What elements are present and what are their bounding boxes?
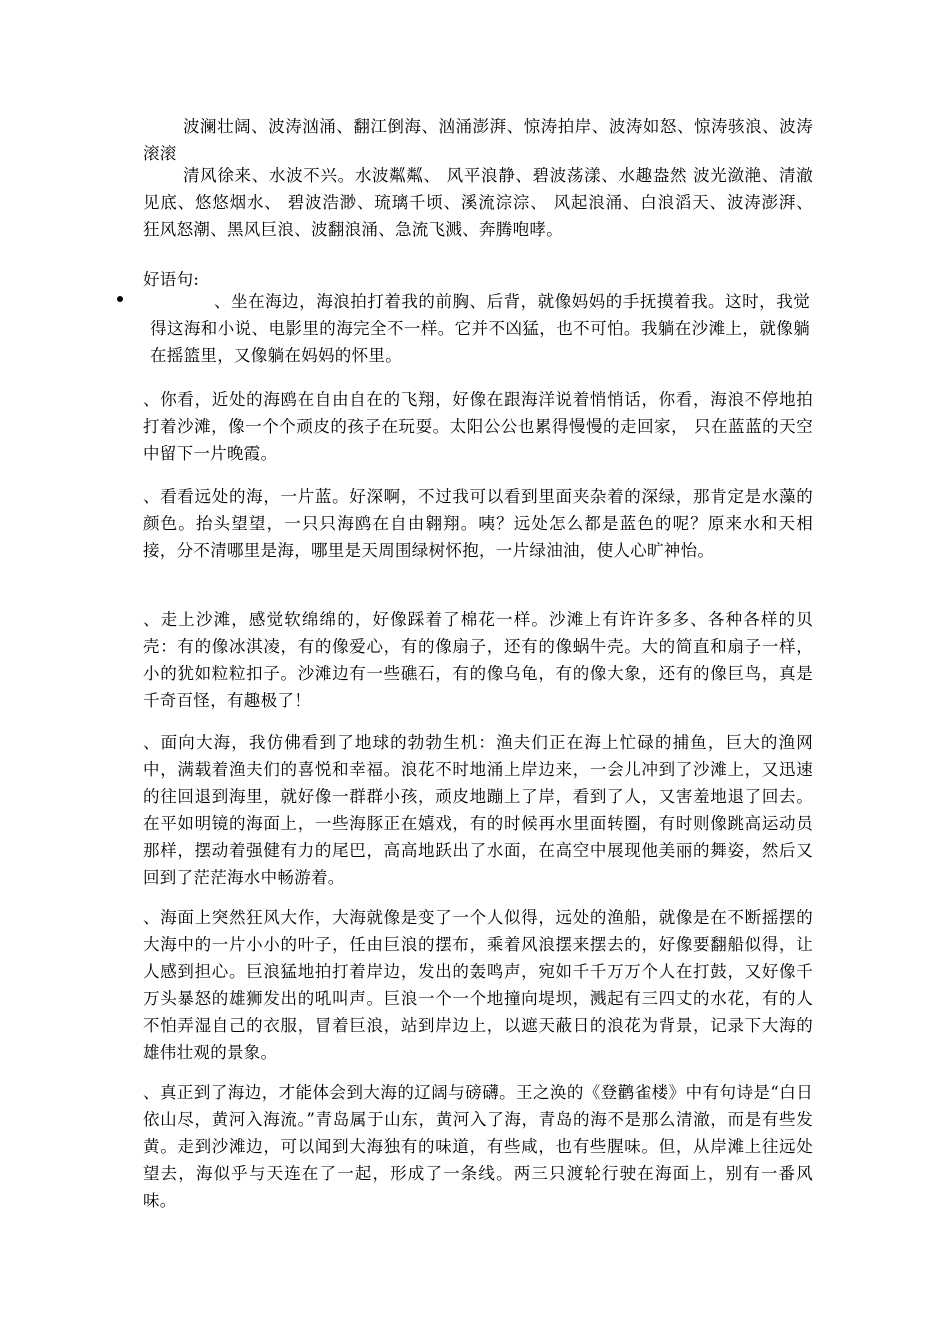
sentence-paragraph-4: 、走上沙滩，感觉软绵绵的，好像踩着了棉花一样。沙滩上有许许多多、各种各样的贝壳：有的像冰淇凌，有的像爱心，有的像扇子，还有的像蜗牛壳。大的简直和扇子一样，小的犹如粒粒扣子。沙滩边有一些礁石，有的像乌龟，有的像大象，还有的像巨鸟，真是千奇百怪，有趣极了！ — [143, 610, 813, 710]
sentences-heading: 好语句: — [143, 270, 200, 289]
sentence-paragraph-7: 、真正到了海边，才能体会到大海的辽阔与磅礴。王之涣的《登鹳雀楼》中有句诗是“白日依山尽，黄河入海流。”青岛属于山东，黄河入了海，青岛的海不是那么清澈，而是有些发黄。走到沙滩边，可以闻到大海独有的味道，有些咸，也有些腥味。但，从岸滩上往远处望去，海似乎与天连在了一起，形成了一条线。两三只渡轮行驶在海面上，别有一番风味。 — [143, 1083, 813, 1210]
bullet-icon — [117, 296, 123, 302]
sentence-paragraph-3: 、看看远处的海，一片蓝。好深啊，不过我可以看到里面夹杂着的深绿，那肯定是水藻的颜色。抬头望望，一只只海鸥在自由翱翔。咦？远处怎么都是蓝色的呢？原来水和天相接，分不清哪里是海，哪里是天周围绿树怀抱，一片绿油油，使人心旷神怡。 — [143, 487, 813, 560]
sentence-paragraph-2: 、你看，近处的海鸥在自由自在的飞翔，好像在跟海洋说着悄悄话，你看，海浪不停地拍打着沙滩，像一个个顽皮的孩子在玩耍。太阳公公也累得慢慢的走回家， 只在蓝蓝的天空中留下一片晚霞。 — [143, 390, 813, 463]
sentence-paragraph-1: 、坐在海边，海浪拍打着我的前胸、后背，就像妈妈的手抚摸着我。这时，我觉得这海和小说、电影里的海完全不一样。它并不凶猛，也不可怕。我躺在沙滩上，就像躺在摇篮里，又像躺在妈妈的怀里。 — [150, 292, 810, 365]
sentence-paragraph-5: 、面向大海，我仿佛看到了地球的勃勃生机：渔夫们正在海上忙碌的捕鱼，巨大的渔网中，满载着渔夫们的喜悦和幸福。浪花不时地涌上岸边来，一会儿冲到了沙滩上，又迅速的往回退到海里，就好像一群群小孩，顽皮地蹦上了岸，看到了人，又害羞地退了回去。在平如明镜的海面上，一些海豚正在嬉戏，有的时候再水里面转圈，有时则像跳高运动员那样，摆动着强健有力的尾巴，高高地跃出了水面，在高空中展现他美丽的舞姿，然后又回到了茫茫海水中畅游着。 — [143, 733, 813, 887]
idioms-paragraph-2: 清风徐来、水波不兴。水波粼粼、 风平浪静、碧波荡漾、水趣盎然 波光潋滟、清澈见底、悠悠烟水、 碧波浩渺、琉璃千顷、溪流淙淙、 风起浪涌、白浪滔天、波涛澎湃、 狂风怒潮、黑风巨浪、波翻浪涌、急流飞溅、奔腾咆哮。 — [143, 166, 813, 239]
idioms-paragraph-1: 波澜壮阔、波涛汹涌、翻江倒海、汹涌澎湃、惊涛拍岸、波涛如怒、惊涛骇浪、波涛滚滚 — [143, 117, 813, 163]
sentence-paragraph-6: 、海面上突然狂风大作，大海就像是变了一个人似得，远处的渔船，就像是在不断摇摆的大海中的一片小小的叶子，任由巨浪的摆布，乘着风浪摆来摆去的，好像要翻船似得，让人感到担心。巨浪猛地拍打着岸边，发出的轰鸣声，宛如千千万万个人在打鼓，又好像千万头暴怒的雄狮发出的吼叫声。巨浪一个一个地撞向堤坝，溅起有三四丈的水花，有的人不怕弄湿自己的衣服，冒着巨浪，站到岸边上，以遮天蔽日的浪花为背景，记录下大海的雄伟壮观的景象。 — [143, 908, 813, 1062]
